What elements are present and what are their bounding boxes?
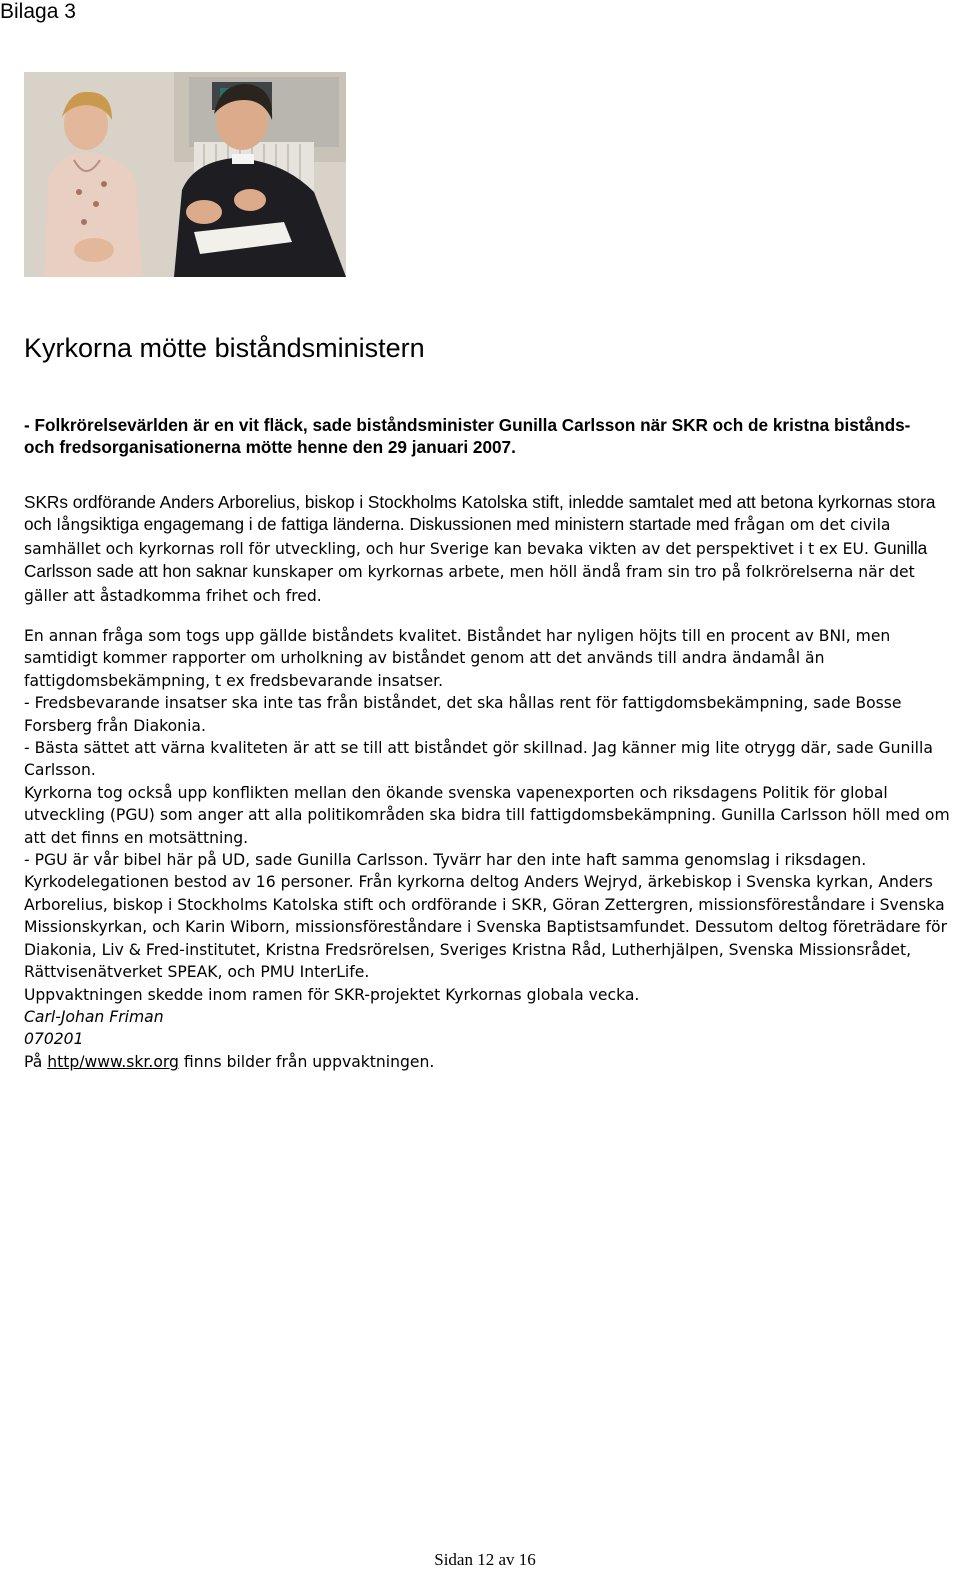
article-date: 070201: [24, 1030, 84, 1049]
meeting-photo-illustration: [24, 72, 346, 277]
closing-line: [24, 1051, 954, 1073]
body-paragraph: Kyrkorna tog också upp konflikten mellan den ökande svenska vapenexporten och riksdagens Politik för global utveckling (PGU) som anger att alla politikområden ska bidra till fattigdomsbekämpning. Gunilla Carlsson höll med om att det finns en motsättning.: [24, 783, 950, 847]
meeting-photo: [24, 72, 346, 277]
body-paragraph: Kyrkodelegationen bestod av 16 personer. Från kyrkorna deltog Anders Wejryd, ärkebiskop i Svenska kyrkan, Anders Arborelius, biskop i Stockholms Katolska stift och ordförande i SKR, Göran Zettergren, missionsföreståndare i Svenska Missionskyrkan, och Karin Wiborn, missionsföreståndare i Svenska Baptistsamfundet. Dessutom deltog företrädare för Diakonia, Liv & Fred-institutet, Kristna Fredsrörelsen, Sveriges Kristna Råd, Lutherhjälpen, Svenska Missionsrådet, Rättvisenätverket SPEAK, och PMU InterLife.: [24, 873, 947, 982]
page-header: Bilaga 3: [0, 0, 76, 23]
page-number: Sidan 12 av 16: [434, 1550, 536, 1569]
article-lead: - Folkrörelsevärlden är en vit fläck, sade biståndsminister Gunilla Carlsson när SKR och de kristna bistånds- och fredsorganisationerna mötte henne den 29 januari 2007.: [24, 415, 911, 457]
body-paragraph: Uppvaktningen skedde inom ramen för SKR-projektet Kyrkornas globala vecka.: [24, 985, 640, 1004]
body-paragraph: En annan fråga som togs upp gällde biståndets kvalitet. Biståndet har nyligen höjts till en procent av BNI, men samtidigt kommer rapporter om urholkning av biståndet genom att det används till andra ändamål än fattigdomsbekämpning, t ex fredsbevarande insatser.: [24, 627, 891, 690]
intro-part-2: siktiga engagemang i de fattiga länderna. Diskussionen med ministern startade med: [90, 514, 735, 535]
body-paragraph: - PGU är vår bibel här på UD, sade Gunilla Carlsson. Tyvärr har den inte haft samma genomslag i riksdagen.: [24, 851, 867, 870]
closing-suffix: finns bilder från uppvaktningen.: [178, 1052, 435, 1071]
photo-collar: [232, 154, 254, 164]
intro-part-1: SKRs ordförande Anders Arborelius, biskop i Stockholms Katolska stift, inledde samtalet med att betona kyrkornas stora och: [24, 492, 936, 535]
article-intro: [24, 491, 940, 607]
article-title: Kyrkorna mötte biståndsministern: [24, 333, 425, 363]
intro-part-4: kunskaper om kyrkornas arbete, men höll ändå fram sin tro på folkrörelserna när det gäller att åstadkomma frihet och fred.: [24, 563, 915, 605]
body-paragraph: - Bästa sättet att värna kvaliteten är att se till att biståndet gör skillnad. Jag känner mig lite otrygg där, sade Gunilla Carlsson.: [24, 739, 933, 780]
article-body: [24, 625, 954, 1073]
body-paragraph: - Fredsbevarande insatser ska inte tas från biståndet, det ska hållas rent för fattigdomsbekämpning, sade Bosse Forsberg från Diakonia.: [24, 694, 902, 735]
skr-website-link[interactable]: http/www.skr.org: [47, 1052, 179, 1071]
article-author: Carl-Johan Friman: [24, 1007, 164, 1026]
intro-question: frågan om det civila samhället och kyrkornas roll för utveckling, och hur Sverige kan bevaka vikten av det perspektivet i t ex EU.: [24, 516, 891, 558]
intro-part-3: Gunilla Carlsson sade att hon saknar: [24, 537, 928, 582]
intro-word: lång: [56, 516, 91, 535]
closing-prefix: På: [24, 1052, 48, 1071]
